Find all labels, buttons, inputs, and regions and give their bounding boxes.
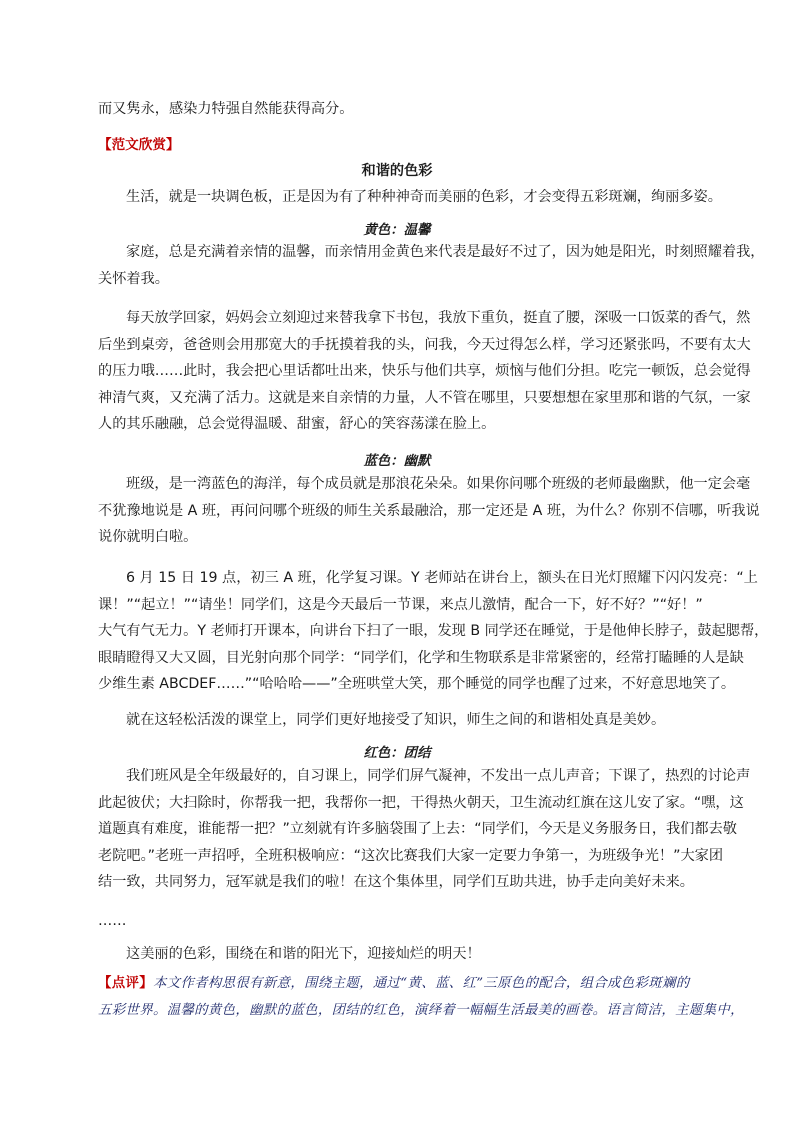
paragraph-blue-2	[98, 565, 769, 698]
paragraph-line: 的压力哦……此时，我会把心里话都吐出来，快乐与他们共享，烦恼与他们分担。吃完一顿饭，总会觉得	[98, 363, 751, 380]
paragraph-line: 这美丽的色彩，围绕在和谐的阳光下，迎接灿烂的明天！	[126, 946, 481, 962]
comment-tag: 【点评】	[98, 975, 153, 991]
paragraph-line: 神清气爽，又充满了活力。这就是来自亲情的力量，人不管在哪里，只要想想在家里那和谐的气氛，一家	[98, 389, 751, 406]
paragraph-line: 后坐到桌旁，爸爸则会用那宽大的手抚摸着我的头，问我，今天过得怎么样，学习还紧张吗，不要有太大	[98, 336, 751, 353]
paragraph-line: 课！”“起立！”“请坐！同学们，这是今天最后一节课，来点儿激情，配合一下，好不好？”“好！”	[98, 596, 703, 613]
paragraph-yellow-2	[98, 305, 751, 438]
subheading-blue: 蓝色：幽默	[363, 453, 431, 469]
comment-line: 五彩世界。温馨的黄色，幽默的蓝色，团结的红色，演绎着一幅幅生活最美的画卷。语言简洁，主题集中，	[98, 1002, 744, 1018]
paragraph-line: 说你就明白啦。	[98, 529, 198, 546]
comment-block	[98, 970, 744, 1024]
paragraph-line: 每天放学回家，妈妈会立刻迎过来替我拿下书包，我放下重负，挺直了腰，深吸一口饭菜的香气，然	[126, 310, 751, 326]
subheading-red: 红色：团结	[363, 745, 431, 761]
essay-title: 和谐的色彩	[361, 163, 433, 179]
paragraph-line: 道题真有难度，谁能帮一把？”立刻就有许多脑袋围了上去：“同学们，今天是义务服务日，我们都去敬	[98, 821, 737, 838]
paragraph-red-1	[98, 763, 751, 896]
paragraph-line: 6 月 15 日 19 点，初三 A 班，化学复习课。Y 老师站在讲台上，额头在日光灯照耀下闪闪发亮：“上	[126, 570, 758, 586]
intro-tail-text: 而又隽永，感染力特强自然能获得高分。	[98, 101, 354, 117]
paragraph-line: 眼睛瞪得又大又圆，目光射向那个同学：“同学们，化学和生物联系是非常紧密的，经常打瞌睡的人是缺	[98, 649, 744, 666]
comment-line	[98, 970, 718, 998]
paragraph-line: 不犹豫地说是 A 班，再问问哪个班级的师生关系最融洽，那一定还是 A 班，为什么？你别不信哪，听我说	[98, 502, 760, 519]
paragraph-line: 大气有气无力。Y 老师打开课本，向讲台下扫了一眼，发现 B 同学还在睡觉，于是他伸长脖子，鼓起腮帮，	[98, 623, 769, 640]
paragraph-line: 此起彼伏；大扫除时，你帮我一把，我帮你一把，干得热火朝天，卫生流动红旗在这儿安了家。“嘿，这	[98, 794, 744, 811]
paragraph-line: 家庭，总是充满着亲情的温馨，而亲情用金黄色来代表是最好不过了，因为她是阳光，时刻照耀着我，	[126, 244, 765, 260]
closing-paragraph	[98, 941, 704, 968]
essay-opening	[98, 184, 722, 211]
paragraph-line: 班级，是一湾蓝色的海洋，每个成员就是那浪花朵朵。如果你问哪个班级的老师最幽默，他一定会毫	[126, 476, 751, 492]
paragraph-line: 老院吧。”老班一声招呼，全班积极响应：“这次比赛我们大家一定要力争第一，为班级争光！”大家团	[98, 847, 724, 864]
paragraph-blue-1	[98, 471, 760, 551]
paragraph-line: 就在这轻松活泼的课堂上，同学们更好地接受了知识，师生之间的和谐相处真是美妙。	[126, 712, 666, 728]
paragraph-line: 生活，就是一块调色板，正是因为有了种种神奇而美丽的色彩，才会变得五彩斑斓，绚丽多姿。	[126, 189, 722, 205]
paragraph-line: 我们班风是全年级最好的，自习课上，同学们屏气凝神，不发出一点儿声音；下课了，热烈的讨论声	[126, 768, 751, 784]
paragraph-line: 人的其乐融融，总会觉得温暖、甜蜜，舒心的笑容荡漾在脸上。	[98, 416, 496, 433]
paragraph-blue-3	[98, 707, 704, 734]
paragraph-yellow-1	[98, 239, 765, 292]
paragraph-line: 少维生素 ABCDEF……”“哈哈哈——”全班哄堂大笑，那个睡觉的同学也醒了过来，不好意思地笑了。	[98, 676, 736, 693]
paragraph-line: 结一致，共同努力，冠军就是我们的啦！在这个集体里，同学们互助共进，协手走向美好未来。	[98, 874, 694, 891]
comment-text: 本文作者构思很有新意，围绕主题，通过“黄、蓝、红”三原色的配合，组合成色彩斑斓的	[152, 976, 690, 991]
paragraph-line: 关怀着我。	[98, 270, 169, 287]
ellipsis-line: ……	[98, 913, 127, 929]
section-tag: 【范文欣赏】	[98, 137, 180, 153]
subheading-yellow: 黄色：温馨	[363, 222, 431, 238]
